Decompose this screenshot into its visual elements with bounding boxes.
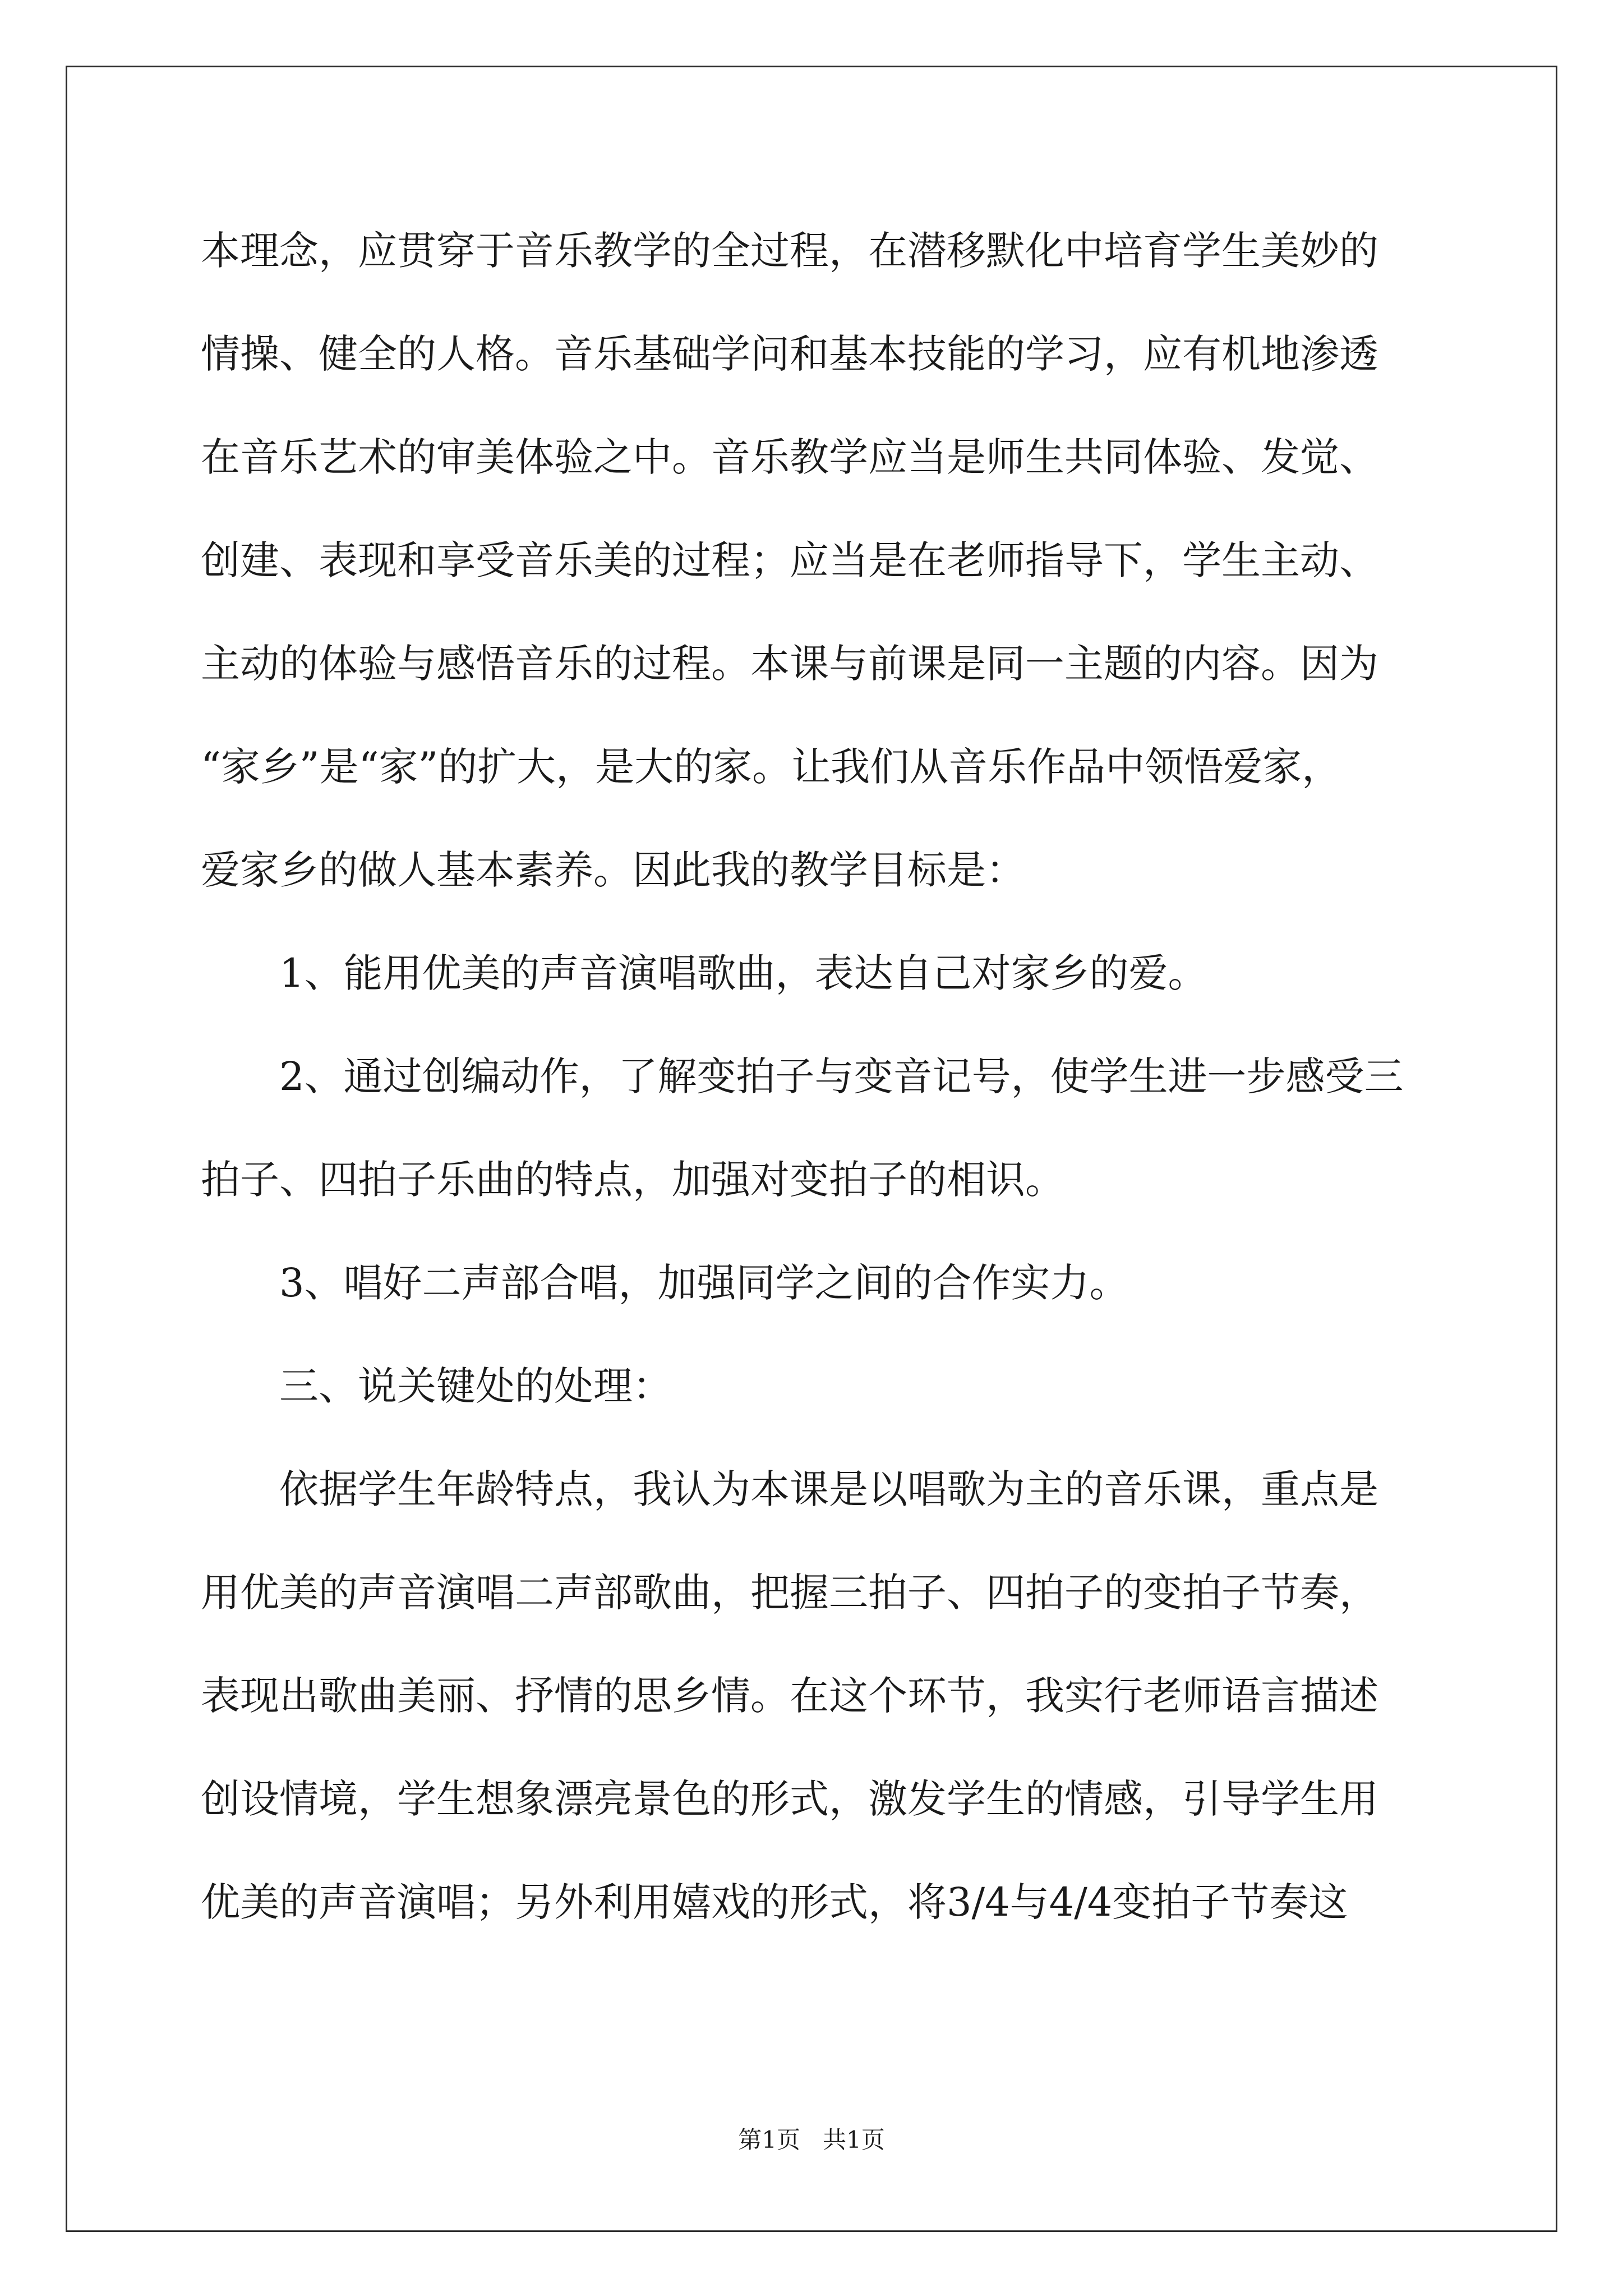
text-line: 在音乐艺术的审美体验之中。音乐教学应当是师生共同体验、发觉、 xyxy=(201,434,1378,480)
text-line: 拍子、四拍子乐曲的特点，加强对变拍子的相识。 xyxy=(201,1157,1064,1203)
goal-item-2: 2、通过创编动作，了解变拍子与变音记号，使学生进一步感受三 xyxy=(279,1053,1404,1099)
goal-item-3: 3、唱好二声部合唱，加强同学之间的合作实力。 xyxy=(279,1260,1129,1306)
text-line: 用优美的声音演唱二声部歌曲，把握三拍子、四拍子的变拍子节奏， xyxy=(201,1570,1378,1616)
text-line: “家乡”是“家”的扩大，是大的家。让我们从音乐作品中领悟爱家， xyxy=(201,744,1341,790)
text-line: 创建、表现和享受音乐美的过程；应当是在老师指导下，学生主动、 xyxy=(201,537,1378,583)
text-line: 爱家乡的做人基本素养。因此我的教学目标是： xyxy=(201,847,1025,893)
text-line: 创设情境，学生想象漂亮景色的形式，激发学生的情感，引导学生用 xyxy=(201,1776,1378,1822)
text-line: 主动的体验与感悟音乐的过程。本课与前课是同一主题的内容。因为 xyxy=(201,641,1378,687)
text-line: 优美的声音演唱；另外利用嬉戏的形式，将3/4与4/4变拍子节奏这 xyxy=(201,1879,1348,1925)
paragraph-start: 依据学生年龄特点，我认为本课是以唱歌为主的音乐课，重点是 xyxy=(279,1466,1378,1512)
section-heading: 三、说关键处的处理： xyxy=(279,1363,672,1409)
text-line: 本理念，应贯穿于音乐教学的全过程，在潜移默化中培育学生美妙的 xyxy=(201,228,1378,274)
goal-item-1: 1、能用优美的声音演唱歌曲，表达自己对家乡的爱。 xyxy=(279,950,1207,996)
text-line: 情操、健全的人格。音乐基础学问和基本技能的学习，应有机地渗透 xyxy=(201,331,1378,377)
page-footer: 第1页 共1页 xyxy=(738,2126,885,2154)
document-body xyxy=(201,216,1435,1971)
text-line: 表现出歌曲美丽、抒情的思乡情。在这个环节，我实行老师语言描述 xyxy=(201,1673,1378,1719)
